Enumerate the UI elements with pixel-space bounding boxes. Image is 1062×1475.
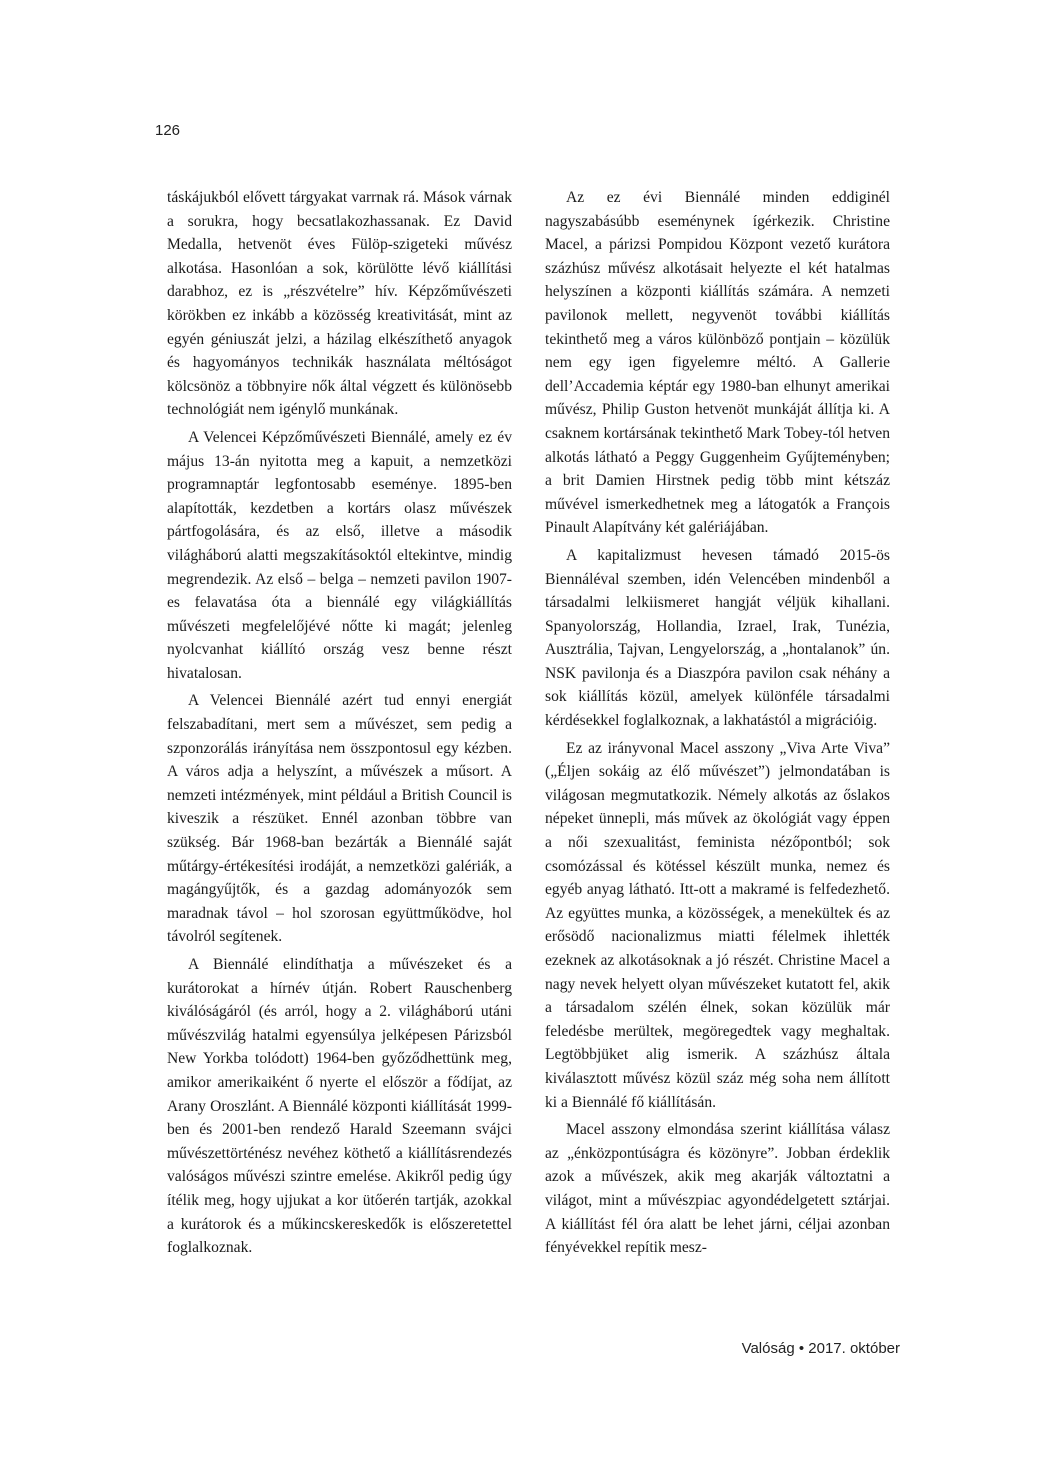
paragraph: A Biennálé elindíthatja a művészeket és a kurátorokat a hírnév útján. Robert Rauschenberg kiválóságáról (és arról, hogy a 2. világháború utáni művészvilág hatalmi egyensúlya jelképesen Párizsból New Yorkba tolódott) 1964-ben győződhettünk meg, amikor amerikaiként ő nyerte el először a fődíjat, az Arany Oroszlánt. A Biennálé központi kiállítását 1999-ben és 2001-ben rendező Harald Szeemann svájci művészettörténész nevéhez köthető a kiállításrendezés valóságos művészi szintre emelése. Akikről pedig úgy ítélik meg, hogy ujjukat a kor ütőerén tartják, azokkal a kurátorok és a műkincskereskedők is előszeretettel foglalkoznak. — [167, 956, 512, 1257]
paragraph: Macel asszony elmondása szerint kiállítása válasz az „énközpontúságra és közönyre”. Jobban érdeklik azok a művészek, akik meg akarják változtatni a világot, mint a művészpiac agyondédelgetett sztárjai. A kiállítást fél óra alatt be lehet járni, céljai azonban fényévekkel repítik mesz- — [545, 1121, 890, 1257]
page-number: 126 — [155, 122, 181, 139]
paragraph: Az ez évi Biennálé minden eddiginél nagyszabásúbb eseménynek ígérkezik. Christine Macel, a párizsi Pompidou Központ vezető kurátora százhúsz művész alkotásait helyezte el két hatalmas helyszínen a központi kiállítás számára. A nemzeti pavilonok mellett, negyvenöt további kiállítás tekinthető meg a város különböző pontjain – közülük nem egy igen figyelemre méltó. A Gallerie dell’Accademia képtár egy 1980-ban elhunyt amerikai művész, Philip Guston hetvenöt munkáját állítja ki. A csaknem kortársának tekinthető Mark Tobey-tól hetven alkotás látható a Peggy Guggenheim Gyűjteményben; a brit Damien Hirstnek pedig több mint kétszáz művével ismerkedhetnek meg a látogatók a François Pinault Alapítvány két galériájában. — [545, 189, 890, 537]
right-column — [545, 186, 890, 1264]
paragraph: A kapitalizmust hevesen támadó 2015-ös Biennáléval szemben, idén Velencében mindenből a társadalmi lelkiismeret hangját véljük kihallani. Spanyolország, Hollandia, Izrael, Irak, Tunézia, Ausztrália, Tajvan, Lengyelország, a „hontalanok” ún. NSK pavilonja és a Diaszpóra pavilon csak néhány a sok kiállítás közül, amelyek különféle társadalmi kérdésekkel foglalkoznak, a lakhatástól a migrációig. — [545, 546, 890, 730]
left-column — [167, 186, 512, 1264]
paragraph: Ez az irányvonal Macel asszony „Viva Arte Viva” („Éljen sokáig az élő művészet”) jelmondatában is világosan megmutatkozik. Némely alkotás az őslakos népeket ünnepli, más művek az ökológiát vagy éppen a női szexualitást, feminista nézőpontból; sok csomózással és kötéssel készült munka, nemez és egyéb anyag látható. Itt-ott a makramé is felfedezhető. Az együttes munka, a közösségek, a menekültek és az erősödő nacionalizmus miatti félelmek ihlették ezeknek az alkotásoknak a jó részét. Christine Macel a nagy nevek helyett olyan művészeket kutatott fel, akik a társadalom szélén élnek, sokan közülük már feledésbe merültek, megöregedtek vagy meghaltak. Legtöbbjüket alig ismerik. A százhúsz általa kiválasztott művész közül száz még soha nem állított ki a Biennálé fő kiállításán. — [545, 739, 890, 1111]
paragraph: A Velencei Képzőművészeti Biennálé, amely ez év május 13-án nyitotta meg a kapuit, a nemzetközi programnaptár legfontosabb eseménye. 1895-ben alapították, kezdetben a kortárs olasz művészek pártfogolására, és az első, illetve a második világháború alatti megszakításoktól eltekintve, mindig megrendezik. Az első – belga – nemzeti pavilon 1907-es felavatása óta a biennálé egy világkiállítás művészeti megfelelőjévé nőtte ki magát; jelenleg nyolcvanhat kiállító ország vesz benne részt hivatalosan. — [167, 428, 512, 682]
paragraph: A Velencei Biennálé azért tud ennyi energiát felszabadítani, mert sem a művészet, sem pedig a szponzorálás irányítása nem összpontosul egy kézben. A város adja a helyszínt, a művészek a műsort. A nemzeti intézmények, mint például a British Council is kiveszik a részüket. Ennél azonban többre van szükség. Bár 1968-ban bezárták a Biennálé saját műtárgy-értékesítési irodáját, a nemzetközi galériák, a magángyűjtők, és a gazdag adományozók sem maradnak távol – hol szorosan együttműködve, hol távolról segítenek. — [167, 692, 512, 946]
footer-publication: Valóság • 2017. október — [741, 1340, 900, 1357]
paragraph: táskájukból elővett tárgyakat varrnak rá. Mások várnak a sorukra, hogy becsatlakozhassanak. Ez David Medalla, hetvenöt éves Fülöp-szigeteki művész alkotása. Hasonlóan a sok, körülötte lévő kiállítási darabhoz, ez is „részvételre” hív. Képzőművészeti körökben ez inkább a közösség kreativitását, mint az egyén géniuszát jelzi, a házilag elkészíthető anyagok és hagyományos technikák használata méltóságot kölcsönöz a többnyire nők által végzett és különösebb technológiát nem igénylő munkának. — [167, 189, 512, 419]
